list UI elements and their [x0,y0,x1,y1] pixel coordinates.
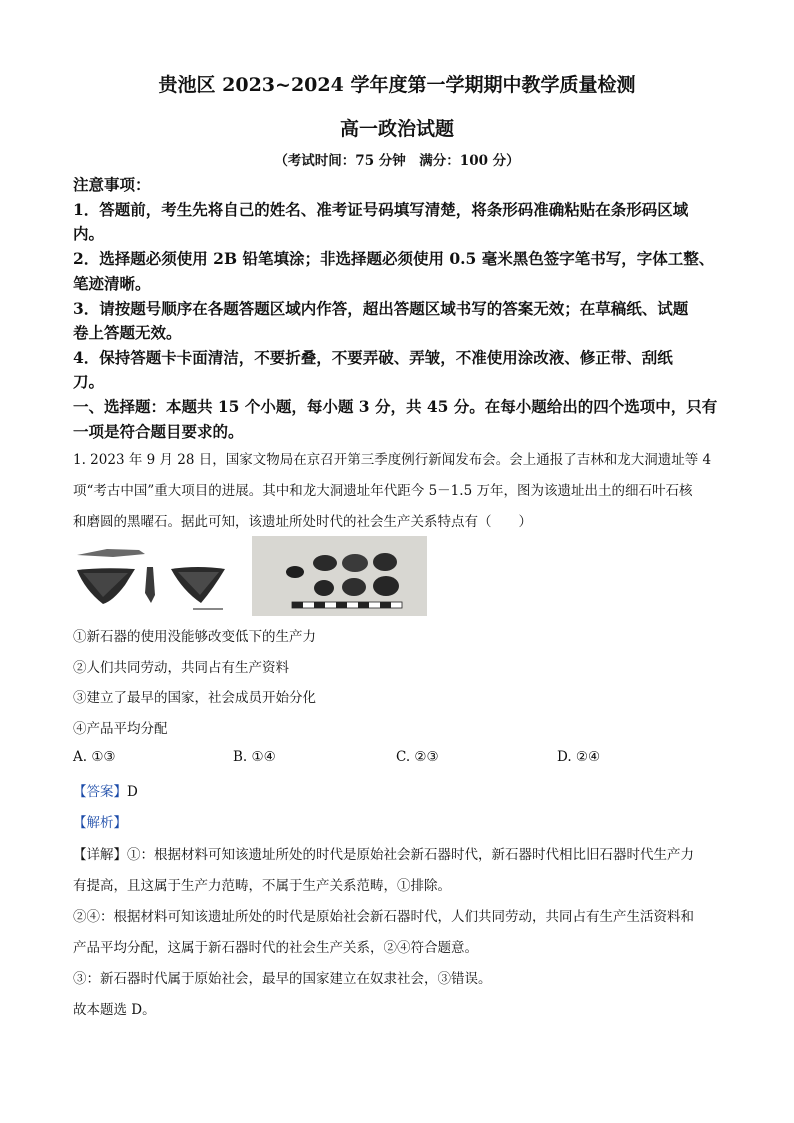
note-line: 内。 [73,224,105,243]
pebble [373,576,399,596]
pebble [373,553,397,571]
statement-4: ④产品平均分配 [73,721,168,737]
option-b: B. ①④ [233,749,276,765]
analysis-line: 【详解】①：根据材料可知该遗址所处的时代是原始社会新石器时代，新石器时代相比旧石器时代生产力 [73,847,694,863]
question-stem: 项“考古中国”重大项目的进展。其中和龙大洞遗址年代距今 5－1.5 万年，图为该遗址出土的细石叶石核 [73,483,693,499]
section-heading-cont: 一项是符合题目要求的。 [73,422,244,441]
option-c: C. ②③ [396,749,439,765]
answer-value: D [127,784,138,800]
section-heading: 一、选择题：本题共 15 个小题，每小题 3 分，共 45 分。在每小题给出的四个选项中，只有 [73,397,718,416]
page-subtitle: 高一政治试题 [339,118,454,140]
note-line: 4．保持答题卡卡面清洁，不要折叠，不要弄破、弄皱，不准使用涂改液、修正带、刮纸 [73,348,673,367]
analysis-line: ③：新石器时代属于原始社会，最早的国家建立在奴隶社会，③错误。 [73,971,492,987]
analysis-line: 故本题选 D。 [73,1002,156,1018]
note-line: 2．选择题必须使用 2B 铅笔填涂；非选择题必须使用 0.5 毫米黑色签字笔书写，字体工整、 [73,249,715,268]
obsidian-photo [252,536,427,616]
pebble [314,580,334,596]
note-line: 刀。 [73,372,105,391]
pebble [313,555,337,571]
statement-2: ②人们共同劳动，共同占有生产资料 [73,660,289,676]
statement-1: ①新石器的使用没能够改变低下的生产力 [73,629,316,645]
answer-label: 【答案】 [73,784,127,800]
note-line: 卷上答题无效。 [73,323,182,342]
pebble [342,554,368,572]
page-title: 贵池区 2023~2024 学年度第一学期期中教学质量检测 [158,74,636,96]
analysis-line: ②④：根据材料可知该遗址所处的时代是原始社会新石器时代，人们共同劳动，共同占有生产生活资料和 [73,909,694,925]
exam-info: （考试时间：75 分钟 满分：100 分） [274,153,520,169]
note-line: 3．请按题号顺序在各题答题区域内作答，超出答题区域书写的答案无效；在草稿纸、试题 [73,299,689,318]
analysis-line: 产品平均分配，这属于新石器时代的社会生产关系，②④符合题意。 [73,940,478,956]
question-stem: 和磨圆的黑曜石。据此可知，该遗址所处时代的社会生产关系特点有（ ） [73,514,532,530]
analysis-line: 有提高，且这属于生产力范畴，不属于生产关系范畴，①排除。 [73,878,451,894]
pebble [342,578,366,596]
stone-core-photo [73,545,233,613]
question-stem: 1. 2023 年 9 月 28 日，国家文物局在京召开第三季度例行新闻发布会。会上通报了吉林和龙大洞遗址等 4 [73,452,712,468]
pebble [286,566,304,578]
option-a: A. ①③ [73,749,116,765]
note-line: 1．答题前，考生先将自己的姓名、准考证号码填写清楚，将条形码准确粘贴在条形码区域 [73,200,689,219]
statement-3: ③建立了最早的国家，社会成员开始分化 [73,690,316,706]
analysis-label: 【解析】 [73,815,127,831]
note-line: 笔迹清晰。 [73,274,151,293]
scale-bar [292,602,402,608]
answer-row [73,780,138,800]
option-d: D. ②④ [557,749,601,765]
notes-heading: 注意事项： [73,175,151,194]
